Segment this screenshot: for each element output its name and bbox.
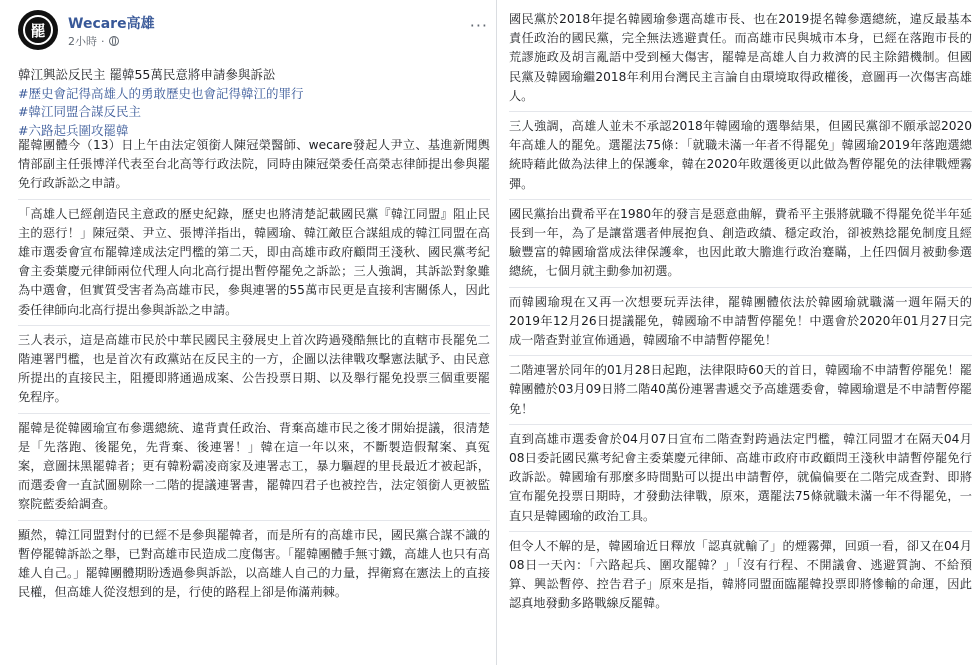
paragraph-divider: [18, 413, 490, 414]
post-header: [18, 10, 488, 56]
post-time[interactable]: 2小時: [68, 35, 97, 48]
avatar[interactable]: [18, 10, 58, 50]
hashtag-link[interactable]: #六路起兵圍攻罷韓: [18, 122, 129, 138]
paragraph-divider: [509, 424, 972, 425]
paragraph-divider: [509, 355, 972, 356]
paragraph-divider: [509, 111, 972, 112]
post-paragraph: 「高雄人已經創造民主意政的歷史紀錄，歷史也將清楚記載國民黨『韓江同盟』阻止民主的惡行！」陳冠榮、尹立、張博洋指出，韓國瑜、韓江敵臣合謀組成的韓江同盟在高雄市選委會宣布罷韓達成法定門檻的第二天，即由高雄市政府顧問王淺秋、國民黨考紀會主委葉慶元律師兩位代理人向北高行提出暫停罷免之訴訟；三人強調，其訴訟對象雖為中選會，但實質受害者為高雄市民，參與連署的55萬市民更是直接利害關係人，因此委任律師向北高行提出參與訴訟之申請。: [18, 206, 490, 317]
post-headline-block: [18, 66, 488, 140]
post-paragraph: 二階連署於同年的01月28日起跑，法律限時60天的首日，韓國瑜不申請暫停罷免！罷韓團體於03月09日將二階40萬份連署書遞交予高雄選委會，韓國瑜還是不申請暫停罷免！: [509, 363, 972, 416]
paragraph-divider: [509, 287, 972, 288]
post-paragraph: 三人表示，這是高雄市民於中華民國民主發展史上首次跨過殘酷無比的直轄市長罷免二階連署門檻，也是首次有政黨站在反民主的一方，企圖以法律戰攻擊憲法賦予、由民意所提出的直接民主，阻擾即將通過成案、公告投票日期、以及舉行罷免投票三個重要罷免程序。: [18, 332, 490, 405]
paragraph-divider: [18, 520, 490, 521]
post-paragraph: 顯然，韓江同盟對付的已經不是參與罷韓者，而是所有的高雄市民，國民黨合謀不識的暫停罷韓訴訟之舉，已對高雄市民造成二度傷害。「罷韓團體手無寸鐵，高雄人也只有高雄人自己。」罷韓團體期盼透過參與訴訟，以高雄人自己的力量，捍衛寫在憲法上的直接民權，但高雄人從沒想到的是，行使的路程上卻是佈滿荊棘。: [18, 527, 490, 600]
post-paragraph: 罷韓團體今（13）日上午由法定領銜人陳冠榮醫師、wecare發起人尹立、基進新聞輿情部副主任張博洋代表至台北高等行政法院，同時由陳冠榮委任高榮志律師提出參與罷免行政訴訟之申請。: [18, 138, 490, 191]
paragraph-divider: [18, 199, 490, 200]
globe-icon: [109, 36, 119, 46]
meta-separator: ·: [101, 34, 105, 48]
post-headline: 韓江興訟反民主 罷韓55萬民意將申請參與訴訟: [18, 67, 276, 82]
avatar-logo: 罷: [23, 15, 53, 45]
hashtag-link[interactable]: #韓江同盟合謀反民主: [18, 104, 141, 119]
post-body-left: [18, 136, 490, 602]
page-name-link[interactable]: Wecare高雄: [68, 16, 155, 32]
paragraph-divider: [18, 325, 490, 326]
paragraph-divider: [509, 531, 972, 532]
post-meta: [68, 33, 119, 49]
post-paragraph: 直到高雄市選委會於04月07日宣布二階查對跨過法定門檻，韓江同盟才在隔天04月08日委託國民黨考紀會主委葉慶元律師、高雄市政府市政顧問王淺秋申請暫停罷免行政訴訟。韓國瑜有那麼多時間點可以提出申請暫停，就偏偏要在二階完成查對、即將宣布罷免投票日期時，才發動法律戰，原來，選罷法75條就職未滿一年不得罷免，一直只是韓國瑜的政治工具。: [509, 431, 972, 523]
post-right-column: [496, 0, 980, 665]
post-paragraph: 國民黨於2018年提名韓國瑜參選高雄市長、也在2019提名韓參選總統，違反最基本責任政治的國民黨，完全無法逃避責任。而高雄市民與城市本身，已經在落跑市長的荒謬施政及胡言亂語中受到極大傷害，罷韓是高雄人自力救濟的民主除錯機制。但國民黨及韓國瑜繼2018年利用台灣民主言論自由環境取得政權後，意圖再一次傷害高雄人。: [509, 12, 972, 103]
post-paragraph: 罷韓是從韓國瑜宣布參選總統、違背責任政治、背棄高雄市民之後才開始提議，很清楚是「先落跑、後罷免，先背棄、後連署！」韓在這一年以來，不斷製造假幫案、真冤案，意圖抹黑罷韓者；更有韓粉霸凌商家及連署志工，暴力驅趕的里長最近才被起訴，而選委會一直試圖剔除一二階的提議連署書，罷韓四君子也被控告，法定領銜人更被監察院藍委給調查。: [18, 420, 490, 512]
more-options-button[interactable]: ···: [469, 16, 488, 35]
post-paragraph: 國民黨抬出費希平在1980年的發言是惡意曲解，費希平主張將就職不得罷免從半年延長到一年，為了是讓當選者伸展抱負、創造政績、穩定政治，卻被熟捻罷免制度且經驗豐富的韓國瑜當成法律保護傘，也因此敢大膽進行政治蹇瞞，上任四個月被動參選總統，七個月就主動參加初選。: [509, 206, 972, 279]
paragraph-divider: [509, 199, 972, 200]
post-paragraph: 而韓國瑜現在又再一次想要玩弄法律，罷韓團體依法於韓國瑜就職滿一週年隔天的2019年12月26日提議罷免，韓國瑜不申請暫停罷免！中選會於2020年01月27日完成一階查對並宣佈通過，韓國瑜不申請暫停罷免！: [509, 294, 972, 348]
post-paragraph: 但令人不解的是，韓國瑜近日釋放「認真就輸了」的煙霧彈，回頭一看，卻又在04月08日一天內：「六路起兵、圍攻罷韓？」「沒有行程、不開議會、逃避質詢、不給預算、興訟暫停、控告君子」原來是指，韓將同盟面臨罷韓投票即將慘輸的命運，因此認真地發動多路戰線反罷韓。: [509, 538, 972, 611]
post-paragraph: 三人強調，高雄人並未不承認2018年韓國瑜的選舉結果，但國民黨卻不願承認2020年高雄人的罷免。選罷法75條：「就職未滿一年者不得罷免」韓國瑜2019年落跑選總統時藉此做為法律上的保護傘，韓在2020年敗選後更以此做為暫停罷免的法律戰煙霧彈。: [509, 119, 972, 191]
post-body-right: [509, 10, 972, 614]
hashtag-link[interactable]: #歷史會記得高雄人的勇敢歷史也會記得韓江的罪行: [18, 85, 304, 101]
